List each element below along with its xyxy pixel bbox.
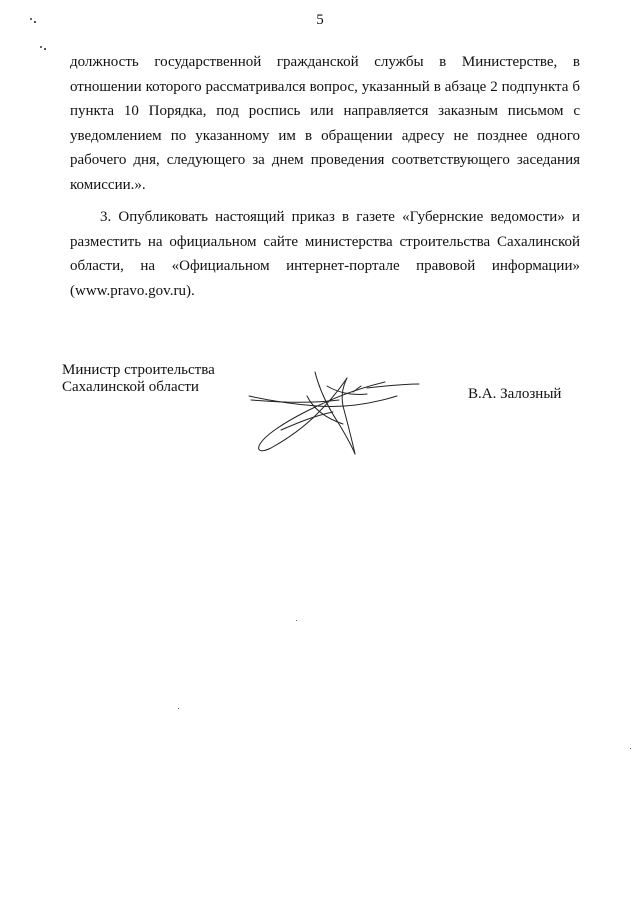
signatory-position-line2: Сахалинской области xyxy=(62,379,199,395)
scan-speck xyxy=(40,46,42,48)
handwritten-signature-icon xyxy=(247,366,422,461)
scan-speck xyxy=(178,708,179,709)
page-number: 5 xyxy=(316,12,324,28)
paragraph-publication-order: 3. Опубликовать настоящий приказ в газете «Губернские ведомости» и разместить на официальном сайте министерства строительства Сахалинской области, на «Официальном интернет-портале правовой информации» (www.pravo.gov.ru). xyxy=(70,209,580,299)
document-body xyxy=(70,50,580,303)
scan-speck xyxy=(630,748,631,749)
scan-speck xyxy=(296,620,297,621)
scan-speck xyxy=(44,48,46,50)
signatory-position-line1: Министр строительства xyxy=(62,362,215,378)
signatory-position xyxy=(62,362,215,396)
signatory-name: В.А. Залозный xyxy=(468,386,562,402)
signature-block xyxy=(62,362,582,472)
paragraph-continuation: должность государственной гражданской службы в Министерстве, в отношении которого рассматривался вопрос, указанный в абзаце 2 подпункта б пункта 10 Порядка, под роспись или направляется заказным письмом с уведомлением по указанному им в обращении адресу не позднее одного рабочего дня, следующего за днем проведения соответствующего заседания комиссии.». xyxy=(70,54,580,193)
